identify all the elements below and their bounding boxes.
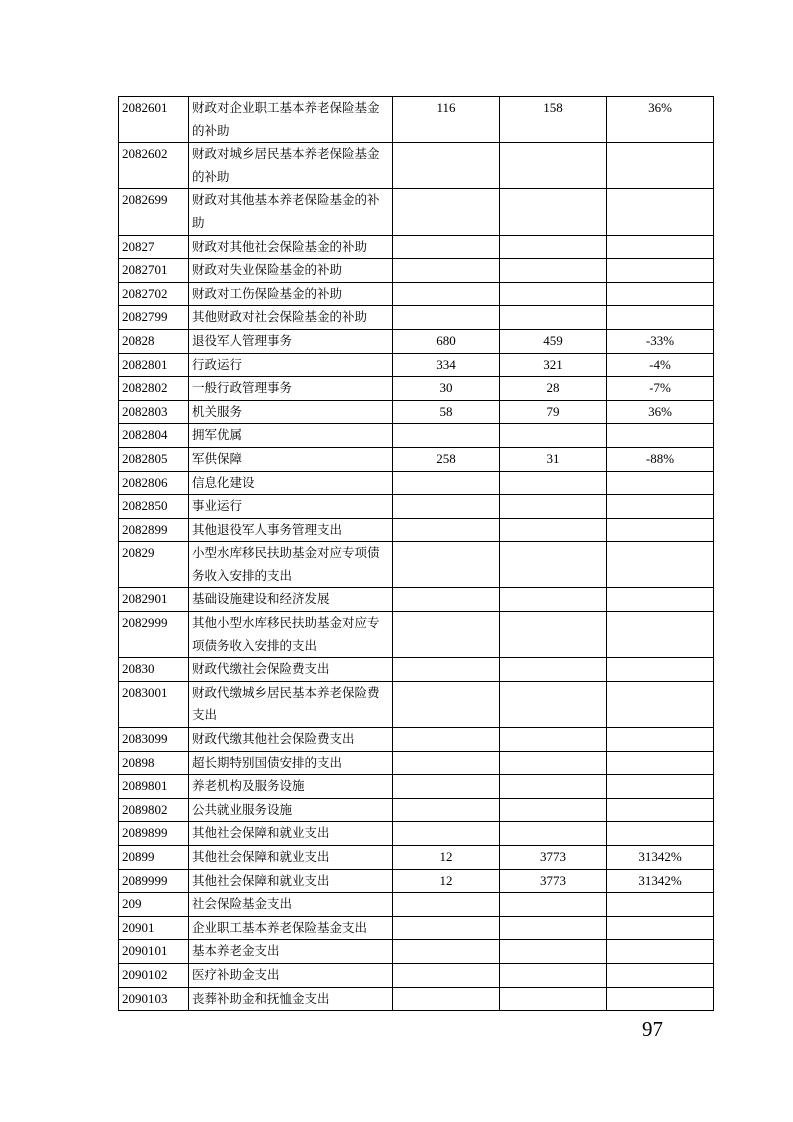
table-row xyxy=(119,612,714,658)
value-current-cell: 158 xyxy=(500,97,607,143)
value-prev-cell xyxy=(393,987,500,1011)
value-current-cell xyxy=(500,987,607,1011)
value-current-cell xyxy=(500,728,607,752)
table-row xyxy=(119,542,714,588)
value-prev-cell: 58 xyxy=(393,400,500,424)
change-percent-cell xyxy=(607,775,714,799)
value-current-cell xyxy=(500,658,607,682)
account-code-cell: 2082999 xyxy=(119,612,189,658)
value-current-cell xyxy=(500,893,607,917)
account-name-cell: 其他社会保障和就业支出 xyxy=(189,846,393,870)
value-prev-cell xyxy=(393,728,500,752)
value-current-cell xyxy=(500,306,607,330)
change-percent-cell xyxy=(607,987,714,1011)
table-row xyxy=(119,471,714,495)
account-name-cell: 退役军人管理事务 xyxy=(189,329,393,353)
account-code-cell: 2082802 xyxy=(119,377,189,401)
table-row xyxy=(119,893,714,917)
change-percent-cell: -4% xyxy=(607,353,714,377)
change-percent-cell xyxy=(607,189,714,235)
value-current-cell: 28 xyxy=(500,377,607,401)
account-name-cell: 财政对其他基本养老保险基金的补助 xyxy=(189,189,393,235)
account-code-cell: 2089801 xyxy=(119,775,189,799)
account-code-cell: 2082805 xyxy=(119,447,189,471)
table-row xyxy=(119,97,714,143)
account-code-cell: 20898 xyxy=(119,751,189,775)
value-prev-cell: 12 xyxy=(393,846,500,870)
account-name-cell: 社会保险基金支出 xyxy=(189,893,393,917)
value-prev-cell xyxy=(393,798,500,822)
table-row xyxy=(119,846,714,870)
change-percent-cell xyxy=(607,916,714,940)
table-row xyxy=(119,987,714,1011)
value-current-cell xyxy=(500,681,607,727)
table-row xyxy=(119,681,714,727)
account-name-cell: 其他社会保障和就业支出 xyxy=(189,822,393,846)
account-name-cell: 其他退役军人事务管理支出 xyxy=(189,518,393,542)
table-row xyxy=(119,400,714,424)
account-name-cell: 财政对企业职工基本养老保险基金的补助 xyxy=(189,97,393,143)
account-name-cell: 一般行政管理事务 xyxy=(189,377,393,401)
account-name-cell: 财政对其他社会保险基金的补助 xyxy=(189,235,393,259)
table-row xyxy=(119,495,714,519)
value-prev-cell xyxy=(393,940,500,964)
account-name-cell: 财政代缴城乡居民基本养老保险费支出 xyxy=(189,681,393,727)
value-current-cell xyxy=(500,189,607,235)
table-row xyxy=(119,377,714,401)
table-row xyxy=(119,189,714,235)
account-code-cell: 2090101 xyxy=(119,940,189,964)
value-prev-cell xyxy=(393,612,500,658)
value-prev-cell xyxy=(393,471,500,495)
account-name-cell: 超长期特别国债安排的支出 xyxy=(189,751,393,775)
change-percent-cell xyxy=(607,495,714,519)
account-name-cell: 军供保障 xyxy=(189,447,393,471)
table-row xyxy=(119,728,714,752)
table-body xyxy=(119,97,714,1011)
value-prev-cell: 116 xyxy=(393,97,500,143)
account-name-cell: 财政对城乡居民基本养老保险基金的补助 xyxy=(189,143,393,189)
change-percent-cell xyxy=(607,588,714,612)
table-row xyxy=(119,329,714,353)
change-percent-cell xyxy=(607,728,714,752)
change-percent-cell: 31342% xyxy=(607,869,714,893)
value-current-cell xyxy=(500,940,607,964)
account-code-cell: 2083099 xyxy=(119,728,189,752)
account-name-cell: 其他财政对社会保险基金的补助 xyxy=(189,306,393,330)
value-prev-cell xyxy=(393,588,500,612)
value-current-cell xyxy=(500,471,607,495)
table-row xyxy=(119,798,714,822)
account-name-cell: 信息化建设 xyxy=(189,471,393,495)
account-code-cell: 2090103 xyxy=(119,987,189,1011)
value-current-cell xyxy=(500,588,607,612)
account-code-cell: 2082602 xyxy=(119,143,189,189)
account-name-cell: 基础设施建设和经济发展 xyxy=(189,588,393,612)
account-name-cell: 医疗补助金支出 xyxy=(189,963,393,987)
value-current-cell xyxy=(500,751,607,775)
value-prev-cell xyxy=(393,775,500,799)
account-code-cell: 2082799 xyxy=(119,306,189,330)
account-name-cell: 其他社会保障和就业支出 xyxy=(189,869,393,893)
value-prev-cell: 30 xyxy=(393,377,500,401)
account-name-cell: 其他小型水库移民扶助基金对应专项债务收入安排的支出 xyxy=(189,612,393,658)
account-name-cell: 财政代缴其他社会保险费支出 xyxy=(189,728,393,752)
table-row xyxy=(119,916,714,940)
value-current-cell xyxy=(500,822,607,846)
table-row xyxy=(119,940,714,964)
change-percent-cell xyxy=(607,822,714,846)
value-prev-cell xyxy=(393,518,500,542)
value-prev-cell xyxy=(393,282,500,306)
value-current-cell xyxy=(500,612,607,658)
table-row xyxy=(119,658,714,682)
value-current-cell xyxy=(500,282,607,306)
account-name-cell: 基本养老金支出 xyxy=(189,940,393,964)
table-row xyxy=(119,424,714,448)
account-code-cell: 20828 xyxy=(119,329,189,353)
value-prev-cell xyxy=(393,681,500,727)
value-current-cell xyxy=(500,495,607,519)
value-current-cell xyxy=(500,424,607,448)
account-code-cell: 209 xyxy=(119,893,189,917)
change-percent-cell xyxy=(607,424,714,448)
change-percent-cell: -33% xyxy=(607,329,714,353)
table-row xyxy=(119,869,714,893)
value-prev-cell xyxy=(393,424,500,448)
change-percent-cell: 36% xyxy=(607,97,714,143)
account-code-cell: 20827 xyxy=(119,235,189,259)
value-prev-cell xyxy=(393,306,500,330)
account-code-cell: 2082601 xyxy=(119,97,189,143)
change-percent-cell xyxy=(607,235,714,259)
account-name-cell: 养老机构及服务设施 xyxy=(189,775,393,799)
page-number: 97 xyxy=(642,1017,663,1041)
value-prev-cell: 334 xyxy=(393,353,500,377)
change-percent-cell xyxy=(607,282,714,306)
account-code-cell: 2089999 xyxy=(119,869,189,893)
table-row xyxy=(119,447,714,471)
account-name-cell: 公共就业服务设施 xyxy=(189,798,393,822)
table-row xyxy=(119,518,714,542)
account-name-cell: 行政运行 xyxy=(189,353,393,377)
value-current-cell: 459 xyxy=(500,329,607,353)
value-current-cell: 79 xyxy=(500,400,607,424)
table-row xyxy=(119,353,714,377)
value-prev-cell xyxy=(393,963,500,987)
account-name-cell: 小型水库移民扶助基金对应专项债务收入安排的支出 xyxy=(189,542,393,588)
value-prev-cell: 12 xyxy=(393,869,500,893)
change-percent-cell: -88% xyxy=(607,447,714,471)
table-row xyxy=(119,306,714,330)
value-prev-cell xyxy=(393,916,500,940)
value-prev-cell xyxy=(393,189,500,235)
value-current-cell: 321 xyxy=(500,353,607,377)
value-prev-cell xyxy=(393,143,500,189)
account-name-cell: 事业运行 xyxy=(189,495,393,519)
change-percent-cell xyxy=(607,471,714,495)
account-code-cell: 2082702 xyxy=(119,282,189,306)
value-current-cell xyxy=(500,963,607,987)
account-code-cell: 2082850 xyxy=(119,495,189,519)
change-percent-cell xyxy=(607,518,714,542)
change-percent-cell: 31342% xyxy=(607,846,714,870)
value-current-cell xyxy=(500,518,607,542)
account-code-cell: 2082801 xyxy=(119,353,189,377)
account-code-cell: 2089802 xyxy=(119,798,189,822)
value-prev-cell xyxy=(393,822,500,846)
value-current-cell xyxy=(500,798,607,822)
change-percent-cell xyxy=(607,681,714,727)
change-percent-cell xyxy=(607,963,714,987)
value-current-cell xyxy=(500,775,607,799)
change-percent-cell xyxy=(607,306,714,330)
table-row xyxy=(119,775,714,799)
value-prev-cell xyxy=(393,658,500,682)
value-current-cell xyxy=(500,235,607,259)
value-current-cell xyxy=(500,143,607,189)
account-name-cell: 企业职工基本养老保险基金支出 xyxy=(189,916,393,940)
account-code-cell: 2090102 xyxy=(119,963,189,987)
change-percent-cell: 36% xyxy=(607,400,714,424)
value-prev-cell xyxy=(393,893,500,917)
value-current-cell xyxy=(500,916,607,940)
table-row xyxy=(119,822,714,846)
account-code-cell: 2083001 xyxy=(119,681,189,727)
table-row xyxy=(119,143,714,189)
value-prev-cell: 680 xyxy=(393,329,500,353)
value-prev-cell xyxy=(393,235,500,259)
table-row xyxy=(119,282,714,306)
table-row xyxy=(119,751,714,775)
value-prev-cell xyxy=(393,259,500,283)
change-percent-cell xyxy=(607,259,714,283)
account-code-cell: 20899 xyxy=(119,846,189,870)
value-current-cell xyxy=(500,542,607,588)
change-percent-cell xyxy=(607,143,714,189)
account-code-cell: 2089899 xyxy=(119,822,189,846)
value-prev-cell xyxy=(393,751,500,775)
change-percent-cell xyxy=(607,658,714,682)
account-code-cell: 2082901 xyxy=(119,588,189,612)
value-prev-cell: 258 xyxy=(393,447,500,471)
account-code-cell: 2082699 xyxy=(119,189,189,235)
account-name-cell: 机关服务 xyxy=(189,400,393,424)
change-percent-cell xyxy=(607,542,714,588)
table-row xyxy=(119,235,714,259)
change-percent-cell xyxy=(607,612,714,658)
change-percent-cell: -7% xyxy=(607,377,714,401)
account-name-cell: 财政代缴社会保险费支出 xyxy=(189,658,393,682)
change-percent-cell xyxy=(607,893,714,917)
account-name-cell: 拥军优属 xyxy=(189,424,393,448)
account-code-cell: 20830 xyxy=(119,658,189,682)
account-code-cell: 2082899 xyxy=(119,518,189,542)
account-code-cell: 2082701 xyxy=(119,259,189,283)
account-name-cell: 财政对工伤保险基金的补助 xyxy=(189,282,393,306)
account-code-cell: 2082804 xyxy=(119,424,189,448)
change-percent-cell xyxy=(607,751,714,775)
account-code-cell: 2082803 xyxy=(119,400,189,424)
change-percent-cell xyxy=(607,940,714,964)
table-row xyxy=(119,259,714,283)
value-prev-cell xyxy=(393,542,500,588)
value-prev-cell xyxy=(393,495,500,519)
account-code-cell: 20901 xyxy=(119,916,189,940)
value-current-cell: 3773 xyxy=(500,869,607,893)
table-row xyxy=(119,963,714,987)
change-percent-cell xyxy=(607,798,714,822)
account-name-cell: 财政对失业保险基金的补助 xyxy=(189,259,393,283)
value-current-cell: 31 xyxy=(500,447,607,471)
budget-table xyxy=(118,96,714,1011)
table-row xyxy=(119,588,714,612)
account-code-cell: 2082806 xyxy=(119,471,189,495)
account-code-cell: 20829 xyxy=(119,542,189,588)
account-name-cell: 丧葬补助金和抚恤金支出 xyxy=(189,987,393,1011)
value-current-cell xyxy=(500,259,607,283)
value-current-cell: 3773 xyxy=(500,846,607,870)
